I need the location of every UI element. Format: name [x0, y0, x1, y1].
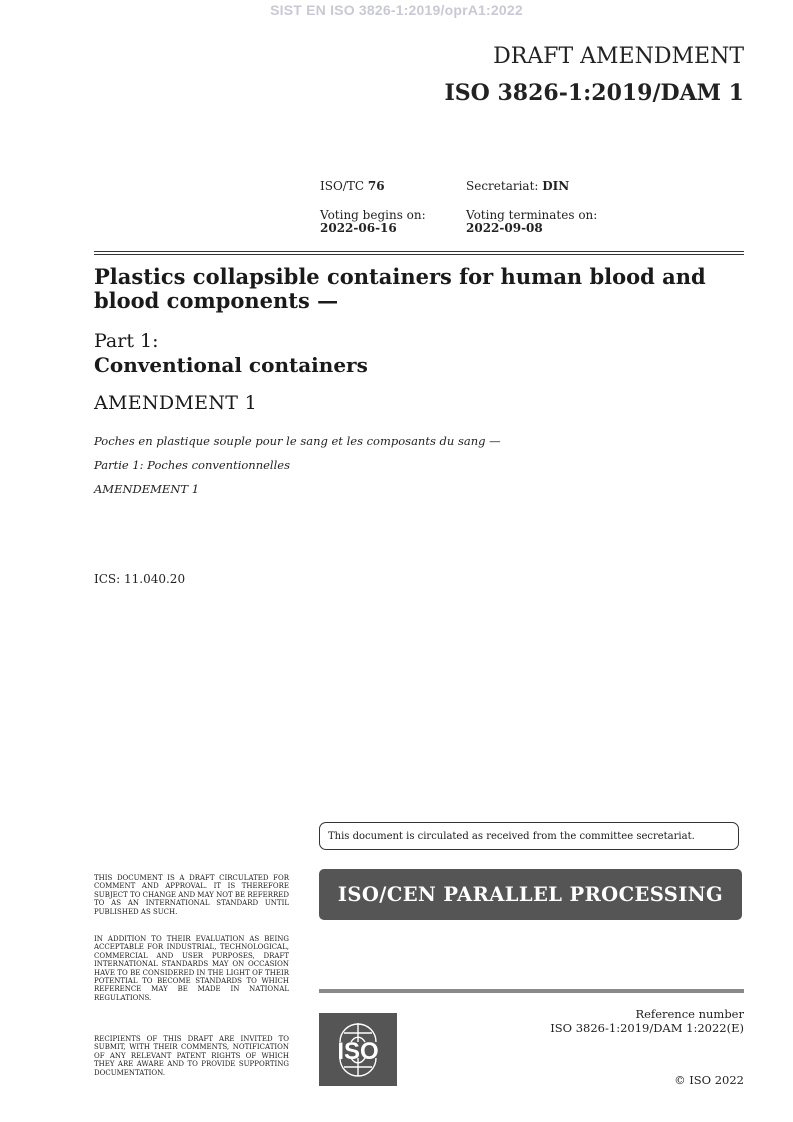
iso-logo-text: ISO	[337, 1038, 379, 1065]
part-title: Conventional containers	[94, 353, 368, 377]
voting-terminates-label: Voting terminates on:	[466, 208, 598, 222]
french-amendment: AMENDEMENT 1	[94, 482, 200, 496]
committee-number: 76	[367, 179, 385, 193]
voting-terminates-value: 2022-09-08	[466, 221, 543, 235]
french-title: Poches en plastique souple pour le sang et les composants du sang —	[94, 434, 501, 448]
committee-prefix: ISO/TC	[320, 179, 368, 193]
watermark: SIST EN ISO 3826-1:2019/oprA1:2022	[270, 2, 523, 18]
secretariat-label: Secretariat:	[466, 179, 543, 193]
draft-amendment-label: DRAFT AMENDMENT	[493, 44, 744, 69]
draft-disclaimer-paragraph: THIS DOCUMENT IS A DRAFT CIRCULATED FOR COMMENT AND APPROVAL. IT IS THEREFORE SUBJECT TO CHANGE AND MAY NOT BE REFERRED TO AS AN INTERNATIONAL STANDARD UNTIL PUBLISHED AS SUCH.	[94, 874, 289, 916]
voting-begins-label: Voting begins on:	[320, 208, 426, 222]
ics-code: ICS: 11.040.20	[94, 572, 186, 586]
voting-terminates	[466, 209, 597, 235]
voting-begins	[320, 209, 426, 235]
secretariat	[466, 180, 569, 193]
footer-divider	[319, 989, 744, 993]
part-label: Part 1:	[94, 330, 159, 352]
committee	[320, 180, 385, 193]
parallel-processing-banner: ISO/CEN PARALLEL PROCESSING	[319, 869, 742, 920]
french-part: Partie 1: Poches conventionnelles	[94, 458, 290, 472]
copyright: © ISO 2022	[674, 1073, 744, 1087]
reference-number-value: ISO 3826-1:2019/DAM 1:2022(E)	[550, 1021, 744, 1035]
evaluation-disclaimer-paragraph: IN ADDITION TO THEIR EVALUATION AS BEING ACCEPTABLE FOR INDUSTRIAL, TECHNOLOGICAL, COMMERCIAL AND USER PURPOSES, DRAFT INTERNATIONAL STANDARDS MAY ON OCCASION HAVE TO BE CONSIDERED IN THE LIGHT OF THEIR POTENTIAL TO BECOME STANDARDS TO WHICH REFERENCE MAY BE MADE IN NATIONAL REGULATIONS.	[94, 935, 289, 1002]
iso-logo	[319, 1013, 397, 1086]
reference-number-label: Reference number	[635, 1007, 744, 1021]
patent-disclaimer-paragraph: RECIPIENTS OF THIS DRAFT ARE INVITED TO SUBMIT, WITH THEIR COMMENTS, NOTIFICATION OF ANY RELEVANT PATENT RIGHTS OF WHICH THEY ARE AWARE AND TO PROVIDE SUPPORTING DOCUMENTATION.	[94, 1035, 289, 1077]
amendment-label: AMENDMENT 1	[94, 392, 257, 414]
title-divider	[94, 251, 744, 255]
document-title: Plastics collapsible containers for human blood and blood components —	[94, 264, 706, 313]
circulation-notice: This document is circulated as received from the committee secretariat.	[319, 822, 739, 850]
voting-begins-value: 2022-06-16	[320, 221, 397, 235]
secretariat-value: DIN	[542, 179, 570, 193]
document-id: ISO 3826-1:2019/DAM 1	[444, 80, 744, 106]
